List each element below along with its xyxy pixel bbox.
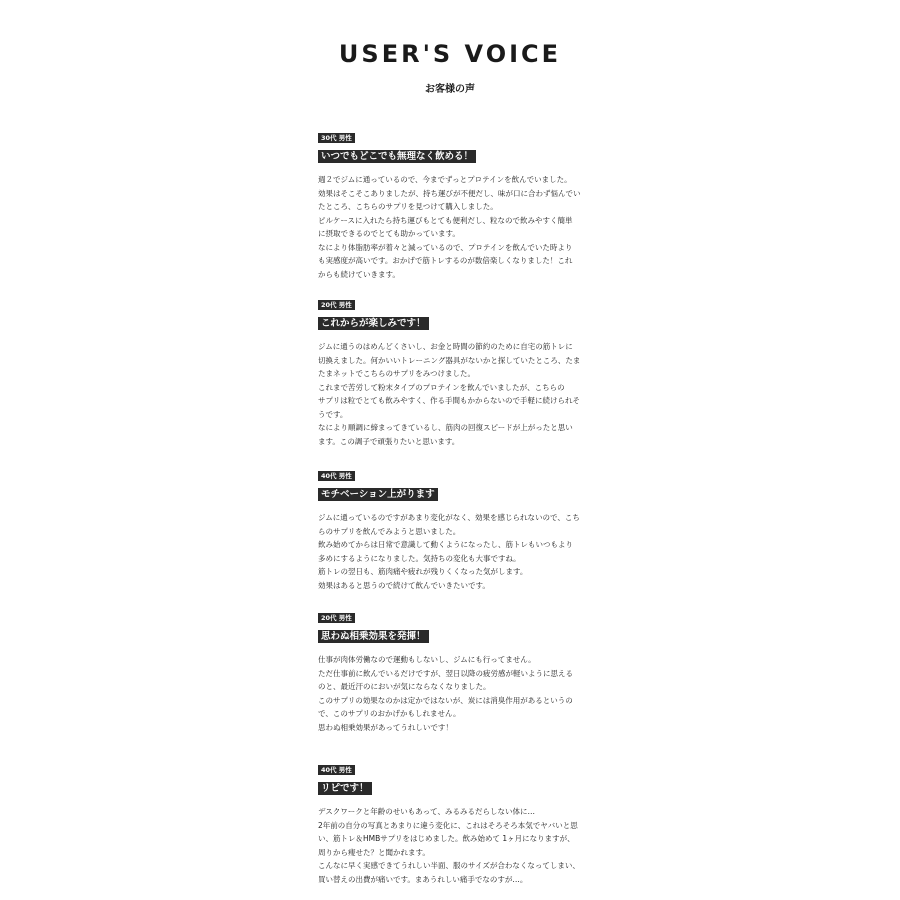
- review-line: たところ、こちらのサプリを見つけて購入しました。: [318, 202, 498, 211]
- review-heading: モチベーション上がります: [318, 488, 438, 501]
- review-4: [318, 605, 583, 734]
- review-age-tag: 40代 男性: [318, 765, 355, 775]
- review-line: 飲み始めてからは日常で意識して動くようになったし、筋トレもいつもより: [318, 540, 573, 549]
- review-age-tag: 20代 男性: [318, 300, 355, 310]
- review-line: も実感度が高いです。おかげで筋トレするのが数倍楽しくなりました！これ: [318, 256, 573, 265]
- review-line: 周りから痩せた？と聞かれます。: [318, 847, 430, 857]
- review-line: 効果はあると思うので続けて飲んでいきたいです。: [318, 580, 490, 590]
- review-line: たまネットでこちらのサプリをみつけました。: [318, 369, 476, 378]
- review-line: これまで苦労して粉末タイプのプロテインを飲んでいましたが、こちらの: [318, 382, 565, 392]
- review-heading: 思わぬ相乗効果を発揮！: [318, 630, 429, 643]
- review-line: ピルケースに入れたら持ち運びもとても便利だし、粒なので飲みやすく簡単: [318, 215, 573, 225]
- review-line: で、このサプリのおかげかもしれません。: [318, 709, 461, 718]
- review-line: ジムに通うのはめんどくさいし、お金と時間の節約のために自宅の筋トレに: [318, 342, 573, 351]
- review-line: に摂取できるのでとても助かっています。: [318, 229, 460, 238]
- review-body: [318, 805, 583, 886]
- review-line: 2年前の自分の写真とあまりに違う変化に、これはそろそろ本気でヤバいと思: [318, 820, 578, 830]
- review-line: 多めにするようになりました。気持ちの変化も大事ですね。: [318, 553, 521, 563]
- page-title: USER'S VOICE: [338, 40, 562, 68]
- review-line: 買い替えの出費が痛いです。まあうれしい痛手でなのすが…。: [318, 874, 528, 884]
- review-body: [318, 653, 583, 734]
- review-age-tag: 30代 男性: [318, 133, 355, 143]
- review-line: 効果はそこそこありましたが、持ち運びが不便だし、味が口に合わず悩んでい: [318, 188, 581, 198]
- review-2: [318, 292, 583, 448]
- review-line: 週２でジムに通っているので、今までずっとプロテインを飲んでいました。: [318, 175, 572, 184]
- review-line: らのサプリを飲んでみようと思いました。: [318, 526, 461, 536]
- review-heading: いつでもどこでも無理なく飲める！: [318, 150, 476, 163]
- review-body: [318, 340, 583, 448]
- review-body: [318, 511, 583, 592]
- review-line: なにより体脂肪率が着々と減っているので、プロテインを飲んでいた時より: [318, 242, 573, 252]
- review-line: のと、最近汗のにおいが気にならなくなりました。: [318, 682, 491, 691]
- review-line: 筋トレの翌日も、筋肉痛や疲れが残りくくなった気がします。: [318, 567, 528, 576]
- review-line: い、筋トレ＆HMBサプリをはじめました。飲み始めて 1ヶ月になりますが、: [318, 834, 575, 843]
- review-line: 思わぬ相乗効果があってうれしいです！: [318, 722, 453, 732]
- review-line: ジムに通っているのですがあまり変化がなく、効果を感じられないので、こち: [318, 513, 580, 522]
- review-line: サプリは粒でとても飲みやすく、作る手間もかからないので手軽に続けられそ: [318, 396, 581, 405]
- review-5: [318, 757, 583, 886]
- review-1: [318, 125, 583, 281]
- review-line: 切換えました。何かいいトレーニング器具がないかと探していたところ、たま: [318, 355, 581, 365]
- review-heading: リピです！: [318, 782, 372, 795]
- review-age-tag: 40代 男性: [318, 471, 355, 481]
- review-line: デスクワークと年齢のせいもあって、みるみるだらしない体に…: [318, 807, 535, 816]
- review-line: なにより順調に締まってきているし、筋肉の回復スピードが上がったと思い: [318, 423, 573, 432]
- review-line: からも続けていきます。: [318, 269, 400, 279]
- review-age-tag: 20代 男性: [318, 613, 355, 623]
- review-3: [318, 463, 583, 592]
- review-heading: これからが楽しみです！: [318, 317, 429, 330]
- review-line: ます。この調子で頑張りたいと思います。: [318, 436, 460, 446]
- review-line: うです。: [318, 409, 348, 419]
- review-line: 仕事が肉体労働なので運動もしないし、ジムにも行ってません。: [318, 655, 536, 664]
- review-line: ただ仕事前に飲んでいるだけですが、翌日以降の疲労感が軽いように思える: [318, 668, 573, 678]
- review-body: [318, 173, 583, 281]
- page-subtitle: お客様の声: [425, 84, 475, 95]
- review-line: こんなに早く実感できてうれしい半面、服のサイズが合わなくなってしまい、: [318, 861, 580, 870]
- review-line: このサプリの効果なのかは定かではないが、炭には消臭作用があるというの: [318, 695, 573, 705]
